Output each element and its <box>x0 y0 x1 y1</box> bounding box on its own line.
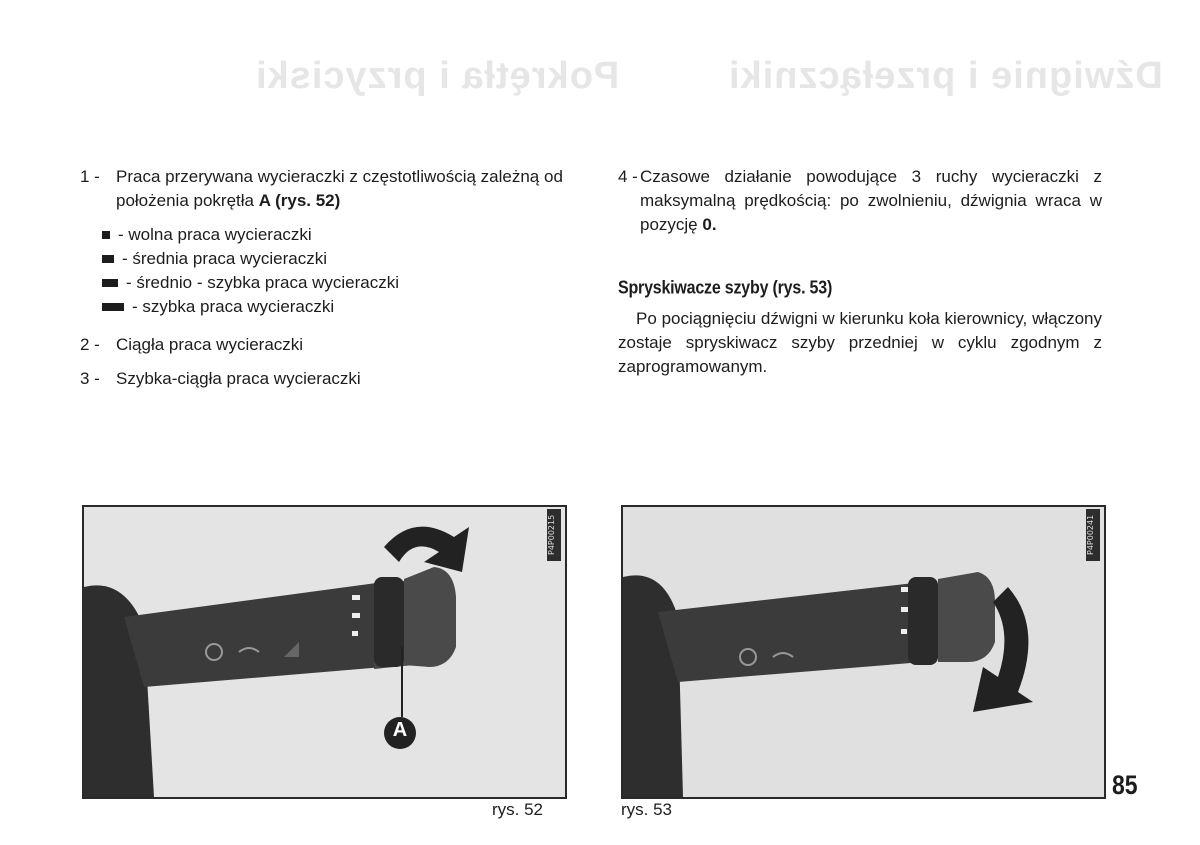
item-number: 4 - <box>618 167 638 186</box>
speed-swatch-icon <box>102 303 124 311</box>
item-text: Ciągła praca wycieraczki <box>116 335 304 354</box>
figure-code: P4P00241 <box>1086 509 1100 561</box>
legend-label: - szybka praca wycieraczki <box>132 297 335 316</box>
item-number: 2 - <box>80 335 100 354</box>
speed-swatch-icon <box>102 231 110 239</box>
item-text: Szybka-ciągła praca wycieraczki <box>116 369 361 388</box>
legend-row <box>102 295 565 319</box>
item-number: 3 - <box>80 369 100 388</box>
item-text <box>116 165 565 213</box>
figure-ref: A (rys. 52) <box>258 191 341 210</box>
legend-label: - wolna praca wycieraczki <box>118 225 312 244</box>
speed-swatch-icon <box>102 279 118 287</box>
washer-lever-illustration <box>623 507 1104 797</box>
item1-text: Praca przerywana wycieraczki z częstotliwością zależną od położenia pokrętła <box>116 167 563 210</box>
item-number: 1 - <box>80 167 100 186</box>
figure-53-caption: rys. 53 <box>621 800 673 819</box>
speed-swatch-icon <box>102 255 114 263</box>
legend-row <box>102 247 565 271</box>
position-ref: 0. <box>702 215 717 234</box>
figure-code: P4P00215 <box>547 509 561 561</box>
figure-52-caption: rys. 52 <box>492 800 544 819</box>
callout-label: A <box>392 719 408 741</box>
list-item-4 <box>618 165 1102 237</box>
figure-53-photo <box>621 505 1106 799</box>
item-text <box>640 165 1102 237</box>
legend-row <box>102 271 565 295</box>
item4-text: Czasowe działanie powodujące 3 ruchy wycieraczki z maksymalną prędkością: po zwolnieniu, dźwignia wraca w pozycję <box>640 167 1102 234</box>
legend-label: - średnia praca wycieraczki <box>122 249 328 268</box>
legend-label: - średnio - szybka praca wycieraczki <box>126 273 400 292</box>
speed-legend <box>102 223 565 319</box>
section-paragraph: Po pociągnięciu dźwigni w kierunku koła kierownicy, włączony zostaje spryskiwacz szyby przedniej w cyklu zgodnym z zaprogramowanym. <box>618 309 1102 376</box>
list-item-3 <box>80 367 565 391</box>
left-column <box>80 165 565 401</box>
figure-52-photo <box>82 505 567 799</box>
list-item-2 <box>80 333 565 357</box>
ghost-title-left: Pokrętła i przyciski <box>255 55 620 97</box>
ghost-title-right: Dźwignie i przełączniki <box>728 55 1163 97</box>
wiper-lever-illustration <box>84 507 565 797</box>
right-column <box>618 165 1102 379</box>
list-item-1 <box>80 165 565 213</box>
legend-row <box>102 223 565 247</box>
section-heading: Spryskiwacze szyby (rys. 53) <box>618 278 833 299</box>
page-number: 85 <box>1112 769 1138 800</box>
